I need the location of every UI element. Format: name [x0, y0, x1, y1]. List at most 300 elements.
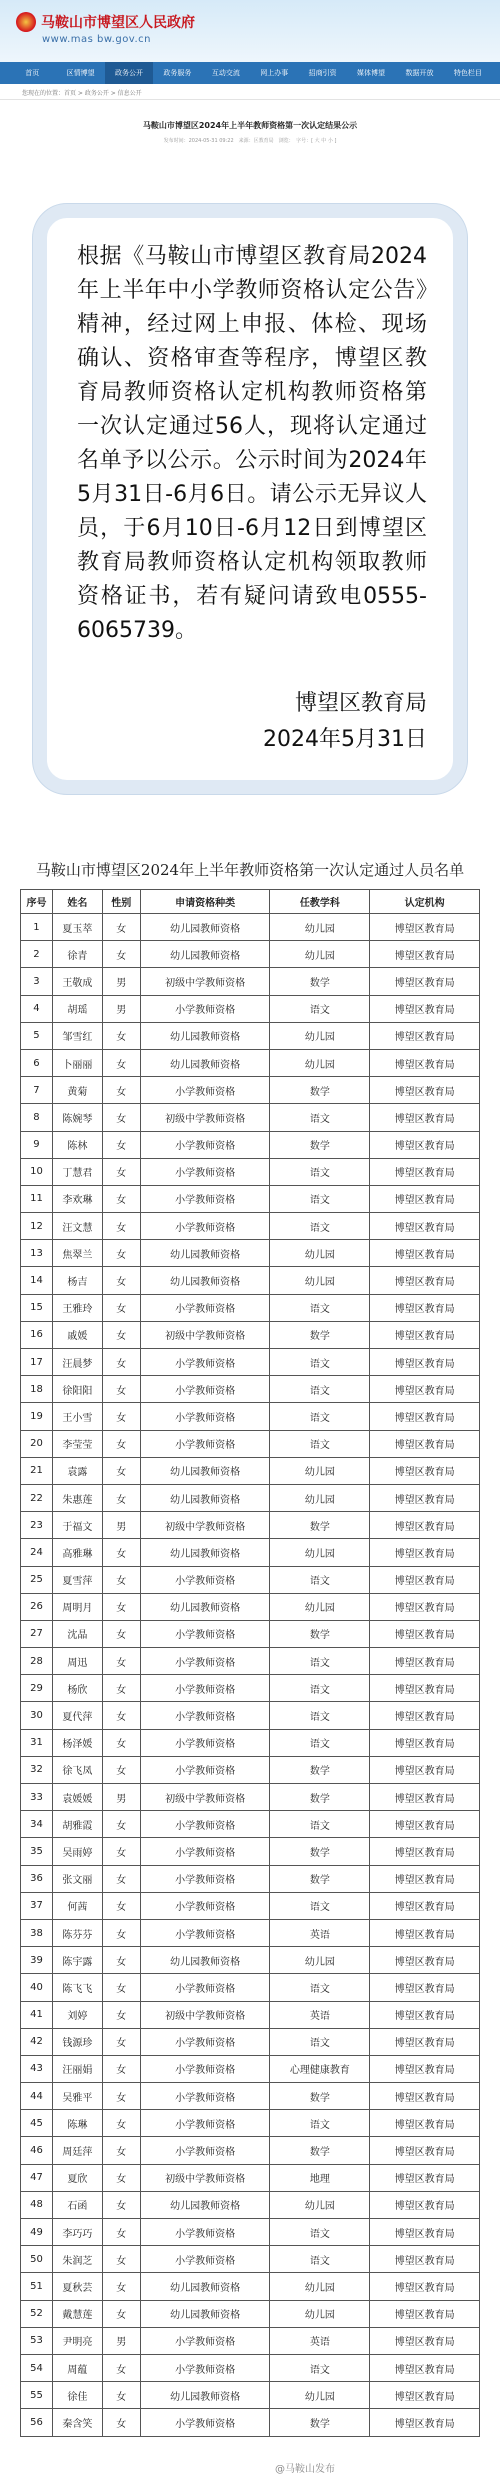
table-cell: 女 [102, 1729, 140, 1756]
table-cell: 女 [102, 1593, 140, 1620]
table-row [21, 2001, 480, 2028]
table-row [21, 1648, 480, 1675]
table-cell: 博望区教育局 [370, 2246, 480, 2273]
table-cell: 女 [102, 2164, 140, 2191]
table-row [21, 1267, 480, 1294]
table-cell: 汪丽娟 [52, 2055, 102, 2082]
table-cell: 袁媛媛 [52, 1784, 102, 1811]
table-cell: 陈琳 [52, 2110, 102, 2137]
table-cell: 博望区教育局 [370, 1620, 480, 1647]
table-cell: 男 [102, 995, 140, 1022]
nav-item[interactable]: 媒体博望 [357, 69, 386, 77]
table-cell: 小学教师资格 [140, 2354, 270, 2381]
table-row [21, 1158, 480, 1185]
table-cell: 小学教师资格 [140, 1620, 270, 1647]
table-cell: 女 [102, 1294, 140, 1321]
table-cell: 博望区教育局 [370, 941, 480, 968]
table-cell: 博望区教育局 [370, 2137, 480, 2164]
nav-item[interactable]: 特色栏目 [453, 69, 482, 77]
table-cell: 博望区教育局 [370, 1077, 480, 1104]
table-cell: 22 [21, 1484, 53, 1511]
table-row [21, 2164, 480, 2191]
table-cell: 语文 [270, 1702, 370, 1729]
table-cell: 幼儿园 [270, 1457, 370, 1484]
table-cell: 幼儿园教师资格 [140, 2191, 270, 2218]
table-cell: 18 [21, 1376, 53, 1403]
approved-teachers-table [20, 889, 480, 2437]
table-cell: 吴雅平 [52, 2083, 102, 2110]
col-header: 申请资格种类 [140, 890, 270, 914]
table-cell: 小学教师资格 [140, 1811, 270, 1838]
table-cell: 女 [102, 1919, 140, 1946]
table-cell: 幼儿园教师资格 [140, 1593, 270, 1620]
table-cell: 小学教师资格 [140, 1077, 270, 1104]
emblem-icon [16, 12, 36, 32]
table-cell: 34 [21, 1811, 53, 1838]
table-cell: 博望区教育局 [370, 1756, 480, 1783]
table-cell: 博望区教育局 [370, 1675, 480, 1702]
table-cell: 博望区教育局 [370, 1919, 480, 1946]
table-cell: 女 [102, 2028, 140, 2055]
table-row [21, 1022, 480, 1049]
table-cell: 博望区教育局 [370, 2409, 480, 2436]
table-cell: 博望区教育局 [370, 1158, 480, 1185]
table-cell: 语文 [270, 1729, 370, 1756]
table-cell: 女 [102, 1240, 140, 1267]
table-cell: 小学教师资格 [140, 1566, 270, 1593]
table-cell: 14 [21, 1267, 53, 1294]
nav-item[interactable]: 区情博望 [66, 69, 95, 77]
table-cell: 语文 [270, 1213, 370, 1240]
table-cell: 幼儿园教师资格 [140, 914, 270, 941]
table-cell: 秦含笑 [52, 2409, 102, 2436]
table-cell: 33 [21, 1784, 53, 1811]
table-cell: 女 [102, 1756, 140, 1783]
table-cell: 43 [21, 2055, 53, 2082]
table-cell: 博望区教育局 [370, 2354, 480, 2381]
table-row [21, 1811, 480, 1838]
table-cell: 心理健康教育 [270, 2055, 370, 2082]
table-row [21, 1294, 480, 1321]
table-cell: 20 [21, 1430, 53, 1457]
table-cell: 小学教师资格 [140, 2083, 270, 2110]
table-cell: 小学教师资格 [140, 2055, 270, 2082]
table-cell: 高雅琳 [52, 1539, 102, 1566]
table-cell: 女 [102, 1838, 140, 1865]
table-cell: 周蕴 [52, 2354, 102, 2381]
table-row [21, 1430, 480, 1457]
table-cell: 博望区教育局 [370, 1729, 480, 1756]
table-cell: 博望区教育局 [370, 2028, 480, 2055]
table-cell: 女 [102, 2191, 140, 2218]
table-cell: 博望区教育局 [370, 1403, 480, 1430]
table-cell: 博望区教育局 [370, 1947, 480, 1974]
table-cell: 数学 [270, 1077, 370, 1104]
table-cell: 博望区教育局 [370, 1430, 480, 1457]
table-cell: 沈晶 [52, 1620, 102, 1647]
table-header-row [21, 890, 480, 914]
table-cell: 2 [21, 941, 53, 968]
table-cell: 黄菊 [52, 1077, 102, 1104]
table-cell: 戴慧莲 [52, 2300, 102, 2327]
table-cell: 初级中学教师资格 [140, 2001, 270, 2028]
notice-date: 2024年5月31日 [263, 727, 427, 752]
table-cell: 小学教师资格 [140, 2028, 270, 2055]
table-cell: 博望区教育局 [370, 1784, 480, 1811]
table-cell: 小学教师资格 [140, 2137, 270, 2164]
table-cell: 幼儿园 [270, 1049, 370, 1076]
article-info: 发布时间：2024-05-31 09:22 来源：区教育局 浏览： 字号：[ 大 中 小 ] [163, 138, 337, 144]
table-cell: 小学教师资格 [140, 1131, 270, 1158]
table-cell: 地理 [270, 2164, 370, 2191]
table-cell: 4 [21, 995, 53, 1022]
table-cell: 数学 [270, 2409, 370, 2436]
table-cell: 博望区教育局 [370, 2327, 480, 2354]
table-cell: 数学 [270, 1784, 370, 1811]
table-row [21, 1947, 480, 1974]
table-cell: 博望区教育局 [370, 1267, 480, 1294]
table-row [21, 2055, 480, 2082]
table-cell: 陈婉琴 [52, 1104, 102, 1131]
table-row [21, 1974, 480, 2001]
table-row [21, 1919, 480, 1946]
table-cell: 汪晨梦 [52, 1349, 102, 1376]
table-cell: 小学教师资格 [140, 1756, 270, 1783]
site-logo[interactable] [16, 12, 195, 32]
table-cell: 男 [102, 1512, 140, 1539]
table-cell: 博望区教育局 [370, 1838, 480, 1865]
table-cell: 21 [21, 1457, 53, 1484]
table-cell: 女 [102, 1865, 140, 1892]
table-row [21, 1376, 480, 1403]
table-cell: 42 [21, 2028, 53, 2055]
table-cell: 女 [102, 1131, 140, 1158]
table-row [21, 914, 480, 941]
table-row [21, 1213, 480, 1240]
table-cell: 李巧巧 [52, 2219, 102, 2246]
table-cell: 胡瑶 [52, 995, 102, 1022]
table-cell: 博望区教育局 [370, 1539, 480, 1566]
table-cell: 39 [21, 1947, 53, 1974]
table-cell: 语文 [270, 1376, 370, 1403]
table-cell: 17 [21, 1349, 53, 1376]
table-cell: 周迅 [52, 1648, 102, 1675]
table-cell: 小学教师资格 [140, 1294, 270, 1321]
site-header [0, 0, 500, 62]
table-cell: 55 [21, 2382, 53, 2409]
table-cell: 李欢琳 [52, 1185, 102, 1212]
table-cell: 女 [102, 1213, 140, 1240]
table-cell: 36 [21, 1865, 53, 1892]
table-cell: 幼儿园 [270, 1947, 370, 1974]
table-row [21, 2382, 480, 2409]
table-cell: 英语 [270, 2327, 370, 2354]
table-cell: 博望区教育局 [370, 1974, 480, 2001]
table-cell: 女 [102, 1185, 140, 1212]
table-cell: 语文 [270, 1974, 370, 2001]
table-cell: 博望区教育局 [370, 1702, 480, 1729]
table-body [21, 914, 480, 2437]
table-cell: 博望区教育局 [370, 1213, 480, 1240]
table-cell: 初级中学教师资格 [140, 1321, 270, 1348]
table-title: 马鞍山市博望区2024年上半年教师资格第一次认定通过人员名单 [35, 861, 465, 879]
table-cell: 49 [21, 2219, 53, 2246]
table-cell: 女 [102, 2219, 140, 2246]
table-cell: 语文 [270, 1811, 370, 1838]
table-cell: 小学教师资格 [140, 2246, 270, 2273]
notice-text: 根据《马鞍山市博望区教育局2024年上半年中小学教师资格认定公告》精神，经过网上申报、体检、现场确认、资格审查等程序，博望区教育局教师资格认定机构教师资格第一次认定通过56人，现将认定通过名单予以公示。公示时间为2024年5月31日-6月6日。请公示无异议人员，于6月10日-6月12日到博望区教育局教师资格认定机构领取教师资格证书，若有疑问请致电0555-6065739。 [77, 244, 427, 643]
table-cell: 于福文 [52, 1512, 102, 1539]
table-row [21, 941, 480, 968]
table-cell: 13 [21, 1240, 53, 1267]
table-cell: 语文 [270, 1675, 370, 1702]
table-row [21, 2219, 480, 2246]
col-header: 姓名 [52, 890, 102, 914]
nav-item[interactable]: 数据开放 [405, 69, 434, 77]
table-cell: 女 [102, 2300, 140, 2327]
table-cell: 初级中学教师资格 [140, 2164, 270, 2191]
table-cell: 初级中学教师资格 [140, 1104, 270, 1131]
table-cell: 英语 [270, 1919, 370, 1946]
table-cell: 张文丽 [52, 1865, 102, 1892]
table-cell: 幼儿园 [270, 2382, 370, 2409]
table-cell: 小学教师资格 [140, 1185, 270, 1212]
table-cell: 邹雪红 [52, 1022, 102, 1049]
table-cell: 语文 [270, 1892, 370, 1919]
table-cell: 幼儿园 [270, 1593, 370, 1620]
table-cell: 小学教师资格 [140, 2110, 270, 2137]
table-cell: 陈宇露 [52, 1947, 102, 1974]
table-cell: 徐青 [52, 941, 102, 968]
table-cell: 48 [21, 2191, 53, 2218]
table-row [21, 1892, 480, 1919]
table-cell: 语文 [270, 1104, 370, 1131]
table-cell: 夏代萍 [52, 1702, 102, 1729]
table-row [21, 1077, 480, 1104]
table-cell: 37 [21, 1892, 53, 1919]
table-row [21, 2246, 480, 2273]
table-cell: 博望区教育局 [370, 1811, 480, 1838]
table-cell: 英语 [270, 2001, 370, 2028]
table-cell: 男 [102, 968, 140, 995]
table-cell: 15 [21, 1294, 53, 1321]
table-cell: 56 [21, 2409, 53, 2436]
table-cell: 博望区教育局 [370, 1484, 480, 1511]
table-cell: 丁慧君 [52, 1158, 102, 1185]
table-cell: 初级中学教师资格 [140, 968, 270, 995]
table-cell: 周明月 [52, 1593, 102, 1620]
table-cell: 50 [21, 2246, 53, 2273]
table-cell: 博望区教育局 [370, 2001, 480, 2028]
table-cell: 语文 [270, 1349, 370, 1376]
table-row [21, 1104, 480, 1131]
table-cell: 博望区教育局 [370, 2110, 480, 2137]
table-row [21, 1593, 480, 1620]
table-cell: 29 [21, 1675, 53, 1702]
table-row [21, 1185, 480, 1212]
table-cell: 徐佳 [52, 2382, 102, 2409]
table-cell: 女 [102, 2083, 140, 2110]
table-cell: 袁露 [52, 1457, 102, 1484]
nav-item[interactable]: 招商引资 [308, 69, 337, 77]
table-cell: 语文 [270, 1648, 370, 1675]
table-cell: 夏玉萃 [52, 914, 102, 941]
table-cell: 小学教师资格 [140, 1729, 270, 1756]
col-header: 性别 [102, 890, 140, 914]
article-title: 马鞍山市博望区2024年上半年教师资格第一次认定结果公示 [142, 121, 358, 130]
table-cell: 25 [21, 1566, 53, 1593]
table-cell: 博望区教育局 [370, 1648, 480, 1675]
table-cell: 小学教师资格 [140, 1865, 270, 1892]
table-cell: 尹明亮 [52, 2327, 102, 2354]
table-row [21, 1321, 480, 1348]
table-cell: 46 [21, 2137, 53, 2164]
table-cell: 女 [102, 1430, 140, 1457]
table-cell: 博望区教育局 [370, 2191, 480, 2218]
table-cell: 语文 [270, 1158, 370, 1185]
table-cell: 5 [21, 1022, 53, 1049]
table-cell: 幼儿园 [270, 1484, 370, 1511]
table-row [21, 2300, 480, 2327]
table-cell: 幼儿园教师资格 [140, 2273, 270, 2300]
table-cell: 小学教师资格 [140, 1838, 270, 1865]
table-cell: 幼儿园教师资格 [140, 1457, 270, 1484]
table-cell: 幼儿园 [270, 1022, 370, 1049]
table-row [21, 2028, 480, 2055]
table-cell: 初级中学教师资格 [140, 1784, 270, 1811]
table-cell: 朱润芝 [52, 2246, 102, 2273]
table-cell: 幼儿园教师资格 [140, 941, 270, 968]
table-cell: 夏欣 [52, 2164, 102, 2191]
site-name: 马鞍山市博望区人民政府 [41, 15, 195, 31]
table-cell: 杨泽媛 [52, 1729, 102, 1756]
table-row [21, 1131, 480, 1158]
table-cell: 女 [102, 2001, 140, 2028]
table-cell: 博望区教育局 [370, 2382, 480, 2409]
table-row [21, 1784, 480, 1811]
table-cell: 女 [102, 2055, 140, 2082]
table-cell: 女 [102, 1648, 140, 1675]
nav-item[interactable]: 政务服务 [163, 69, 192, 77]
table-cell: 博望区教育局 [370, 2219, 480, 2246]
table-cell: 吴雨婷 [52, 1838, 102, 1865]
table-cell: 石函 [52, 2191, 102, 2218]
notice-signer: 博望区教育局 [294, 691, 427, 716]
table-cell: 幼儿园 [270, 2273, 370, 2300]
table-cell: 女 [102, 1620, 140, 1647]
table-cell: 语文 [270, 1566, 370, 1593]
table-cell: 小学教师资格 [140, 1919, 270, 1946]
table-row [21, 2273, 480, 2300]
table-cell: 男 [102, 1784, 140, 1811]
table-cell: 杨欣 [52, 1675, 102, 1702]
table-row [21, 1865, 480, 1892]
table-cell: 女 [102, 1457, 140, 1484]
table-cell: 杨吉 [52, 1267, 102, 1294]
table-cell: 博望区教育局 [370, 1240, 480, 1267]
table-cell: 卜丽丽 [52, 1049, 102, 1076]
table-row [21, 1729, 480, 1756]
table-cell: 小学教师资格 [140, 1430, 270, 1457]
table-cell: 1 [21, 914, 53, 941]
table-cell: 博望区教育局 [370, 1457, 480, 1484]
table-cell: 28 [21, 1648, 53, 1675]
table-cell: 幼儿园 [270, 914, 370, 941]
table-cell: 35 [21, 1838, 53, 1865]
table-row [21, 1756, 480, 1783]
table-cell: 语文 [270, 1294, 370, 1321]
nav-item[interactable]: 网上办事 [260, 69, 289, 77]
table-cell: 夏秋芸 [52, 2273, 102, 2300]
table-cell: 小学教师资格 [140, 1403, 270, 1430]
table-cell: 夏雪萍 [52, 1566, 102, 1593]
table-cell: 女 [102, 1675, 140, 1702]
table-cell: 32 [21, 1756, 53, 1783]
table-cell: 女 [102, 1539, 140, 1566]
table-cell: 幼儿园教师资格 [140, 2382, 270, 2409]
table-row [21, 1349, 480, 1376]
table-cell: 小学教师资格 [140, 1648, 270, 1675]
table-cell: 博望区教育局 [370, 1049, 480, 1076]
table-cell: 女 [102, 2382, 140, 2409]
table-cell: 幼儿园教师资格 [140, 1022, 270, 1049]
table-cell: 12 [21, 1213, 53, 1240]
table-cell: 博望区教育局 [370, 914, 480, 941]
nav-item[interactable]: 首页 [25, 69, 40, 77]
table-row [21, 2137, 480, 2164]
nav-item[interactable]: 互动交流 [211, 69, 240, 77]
table-cell: 语文 [270, 2219, 370, 2246]
table-cell: 幼儿园教师资格 [140, 1267, 270, 1294]
table-cell: 幼儿园教师资格 [140, 1484, 270, 1511]
table-cell: 女 [102, 1267, 140, 1294]
table-cell: 女 [102, 1077, 140, 1104]
table-cell: 幼儿园 [270, 1240, 370, 1267]
table-cell: 小学教师资格 [140, 1158, 270, 1185]
table-cell: 数学 [270, 1512, 370, 1539]
table-cell: 23 [21, 1512, 53, 1539]
table-cell: 小学教师资格 [140, 2327, 270, 2354]
table-cell: 徐阳阳 [52, 1376, 102, 1403]
table-cell: 8 [21, 1104, 53, 1131]
table-cell: 6 [21, 1049, 53, 1076]
table-cell: 王敬成 [52, 968, 102, 995]
table-cell: 女 [102, 2409, 140, 2436]
table-cell: 幼儿园 [270, 941, 370, 968]
col-header: 认定机构 [370, 890, 480, 914]
table-cell: 数学 [270, 1131, 370, 1158]
table-cell: 语文 [270, 2110, 370, 2137]
notice-card [33, 204, 467, 794]
table-cell: 52 [21, 2300, 53, 2327]
table-cell: 幼儿园 [270, 1267, 370, 1294]
table-cell: 小学教师资格 [140, 2219, 270, 2246]
table-cell: 小学教师资格 [140, 1376, 270, 1403]
nav-item-active[interactable]: 政务公开 [105, 62, 153, 84]
table-cell: 博望区教育局 [370, 2273, 480, 2300]
table-cell: 53 [21, 2327, 53, 2354]
table-cell: 女 [102, 1104, 140, 1131]
table-cell: 30 [21, 1702, 53, 1729]
table-cell: 胡雅霞 [52, 1811, 102, 1838]
table-cell: 19 [21, 1403, 53, 1430]
table-cell: 汪文慧 [52, 1213, 102, 1240]
table-row [21, 1240, 480, 1267]
table-cell: 初级中学教师资格 [140, 1512, 270, 1539]
table-cell: 小学教师资格 [140, 1892, 270, 1919]
table-cell: 47 [21, 2164, 53, 2191]
table-row [21, 2409, 480, 2436]
